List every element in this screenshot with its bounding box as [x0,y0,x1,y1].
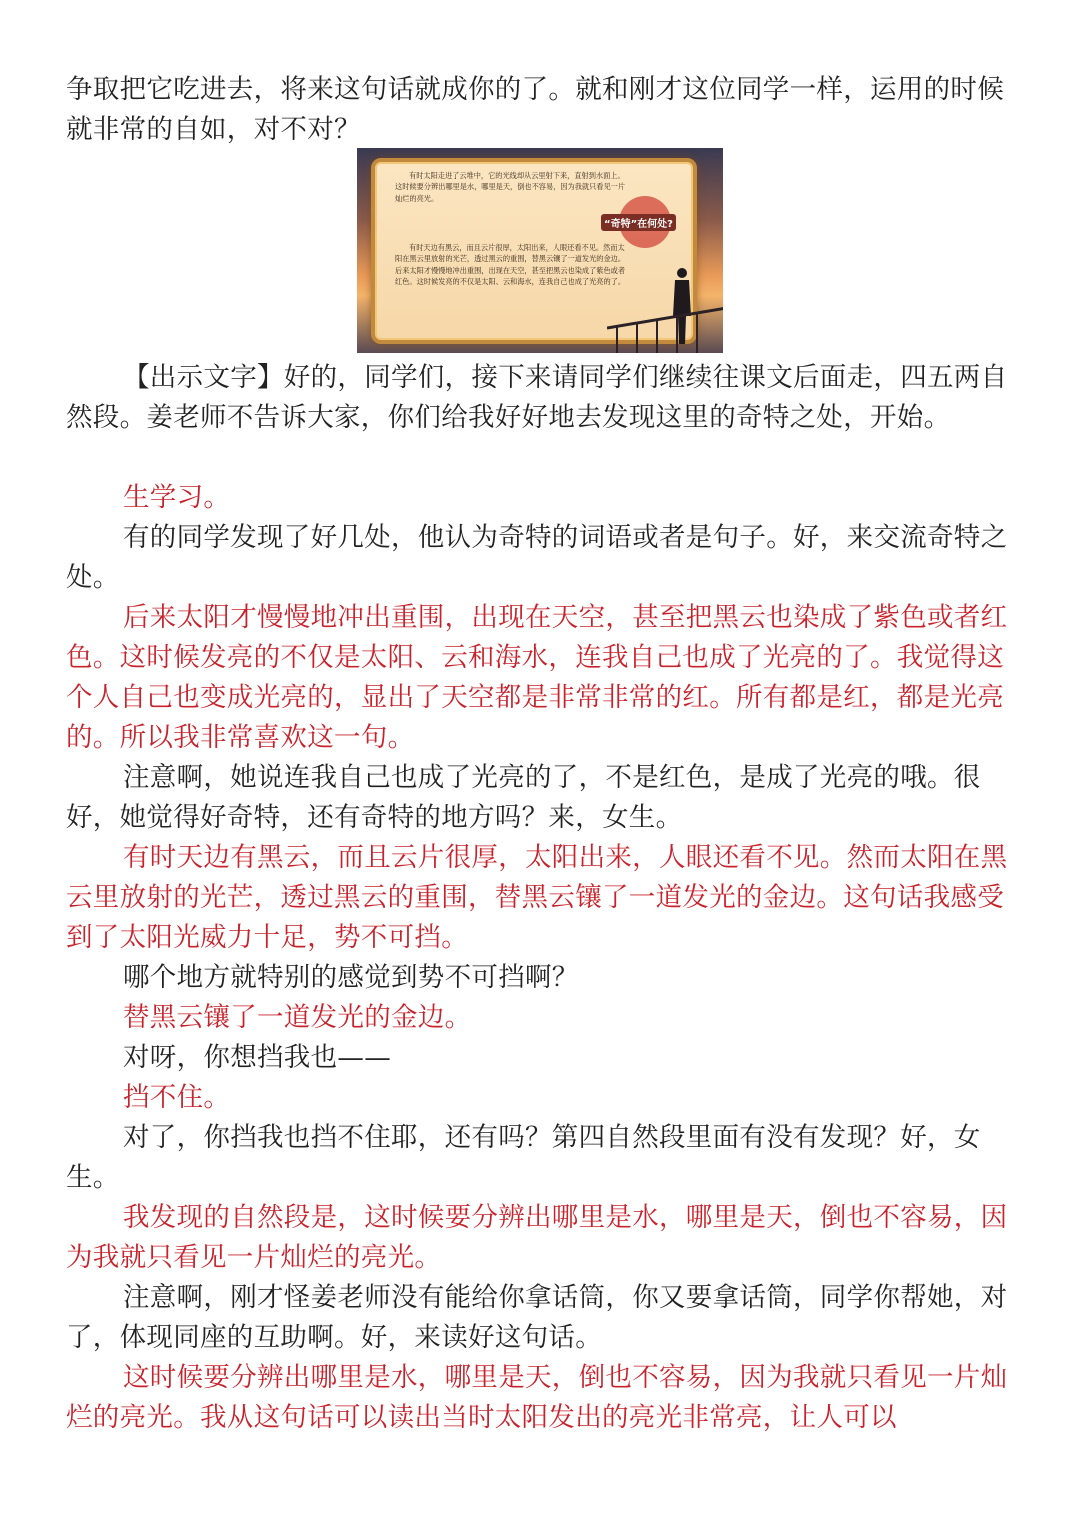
paragraph-15: 这时候要分辨出哪里是水，哪里是天，倒也不容易，因为我就只看见一片灿烂的亮光。我从这句话可以读出当时太阳发出的亮光非常亮，让人可以 [66,1362,1008,1433]
paragraph-9: 替黑云镶了一道发光的金边。 [123,1002,472,1033]
paragraph-5: 后来太阳才慢慢地冲出重围，出现在天空，甚至把黑云也染成了紫色或者红色。这时候发亮的不仅是太阳、云和海水，连我自己也成了光亮的了。我觉得这个人自己也变成光亮的，显出了天空都是非常非常的红。所有都是红，都是光亮的。所以我非常喜欢这一句。 [66,602,1008,753]
paragraph-3: 生学习。 [123,482,231,513]
paragraph-11: 挡不住。 [123,1082,231,1113]
paragraph-4: 有的同学发现了好几处，他认为奇特的词语或者是句子。好，来交流奇特之处。 [66,522,1008,593]
paragraph-12: 对了，你挡我也挡不住耶，还有吗？第四自然段里面有没有发现？好，女生。 [66,1122,981,1193]
slide-badge: “奇特”在何处? [601,214,676,231]
paragraph-1: 争取把它吃进去，将来这句话就成你的了。就和刚才这位同学一样，运用的时候就非常的自如，对不对？ [66,74,1004,145]
paragraph-2: 【出示文字】好的，同学们，接下来请同学们继续往课文后面走，四五两自然段。姜老师不告诉大家，你们给我好好地去发现这里的奇特之处，开始。 [66,362,1008,433]
slide-text-1: 有时太阳走进了云堆中，它的光线却从云里射下来，直射到水面上。这时候要分辨出哪里是水，哪里是天，倒也不容易，因为我就只看见一片灿烂的亮光。 [395,171,626,203]
paragraph-8: 哪个地方就特别的感觉到势不可挡啊？ [123,962,579,993]
railing-icon [607,298,723,353]
paragraph-10: 对呀，你想挡我也—— [123,1042,391,1073]
paragraph-6: 注意啊，她说连我自己也成了光亮的了，不是红色，是成了光亮的哦。很好，她觉得好奇特，还有奇特的地方吗？来，女生。 [66,762,981,833]
paragraph-13: 我发现的自然段是，这时候要分辨出哪里是水，哪里是天，倒也不容易，因为我就只看见一片灿烂的亮光。 [66,1202,1008,1273]
paragraph-7: 有时天边有黑云，而且云片很厚，太阳出来，人眼还看不见。然而太阳在黑云里放射的光芒，透过黑云的重围，替黑云镶了一道发光的金边。这句话我感受到了太阳光威力十足，势不可挡。 [66,842,1008,953]
lesson-slide-image [357,148,723,353]
slide-text-2: 有时天边有黑云，而且云片很厚，太阳出来，人眼还看不见。然而太阳在黑云里放射的光芒，透过黑云的重围，替黑云镶了一道发光的金边。后来太阳才慢慢地冲出重围，出现在天空，甚至把黑云也染成了紫色或者红色。这时候发亮的不仅是太阳、云和海水，连我自己也成了光亮的了。 [395,243,626,287]
paragraph-14: 注意啊，刚才怪姜老师没有能给你拿话筒，你又要拿话筒，同学你帮她，对了，体现同座的互助啊。好，来读好这句话。 [66,1282,1008,1353]
